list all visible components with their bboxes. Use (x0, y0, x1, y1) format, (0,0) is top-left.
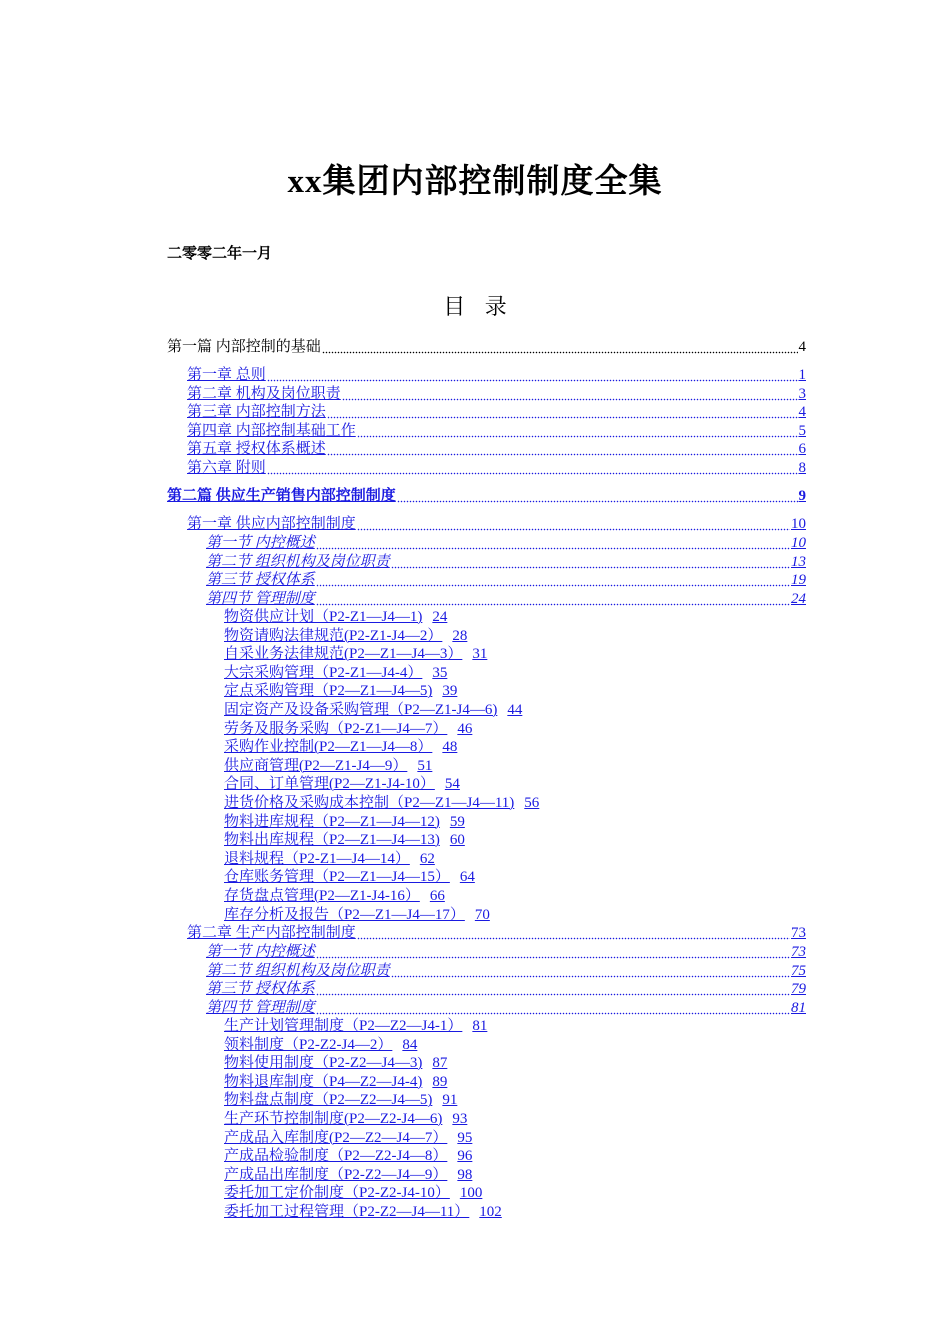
toc-page-number: 13 (791, 553, 806, 570)
toc-entry-label: 生产计划管理制度（P2—Z2—J4-1） (224, 1018, 463, 1034)
toc-item-link[interactable] (224, 794, 539, 813)
toc-entry-label: 存货盘点管理(P2—Z1-J4-16） (224, 888, 420, 904)
toc-item-link[interactable] (224, 1203, 502, 1222)
toc-page-number: 46 (457, 720, 473, 737)
dot-leader (357, 516, 790, 531)
toc-page-number: 51 (417, 757, 433, 774)
toc-page-number: 44 (507, 702, 523, 718)
toc-item-link[interactable] (224, 831, 465, 850)
toc-page-number: 56 (524, 795, 540, 811)
toc-entry-label: 物料进库规程（P2—Z1—J4—12) (224, 813, 440, 830)
toc-item-link[interactable] (224, 775, 460, 794)
toc-page-number: 24 (432, 609, 448, 625)
toc-page-number: 62 (419, 850, 435, 867)
toc-item-link[interactable] (224, 1147, 472, 1166)
toc-entry-label: 第四节 管理制度 (206, 999, 315, 1016)
toc-item-link[interactable] (224, 1017, 487, 1036)
toc-entry-label: 物料出库规程（P2—Z1—J4—13) (224, 832, 440, 849)
toc-page-number: 6 (798, 441, 806, 458)
toc-entry-label: 物资供应计划（P2-Z1—J4—1) (224, 609, 423, 625)
toc-entry-label: 大宗采购管理（P2-Z1—J4-4） (224, 664, 423, 681)
toc-entry-label: 委托加工定价制度（P2-Z2-J4-10） (224, 1185, 450, 1202)
toc-entry-label: 产成品入库制度(P2—Z2—J4—7） (224, 1129, 448, 1146)
toc-entry-label: 第三节 授权体系 (206, 572, 315, 589)
toc-page-number: 60 (449, 832, 465, 849)
toc-chapter-link[interactable] (187, 403, 806, 422)
dot-leader (316, 981, 790, 996)
toc-section-link[interactable] (206, 534, 806, 553)
toc-section-link[interactable] (206, 999, 806, 1018)
toc-section-link[interactable] (206, 962, 806, 981)
toc-entry-label: 第三节 授权体系 (206, 981, 315, 998)
toc-chapter-link[interactable] (187, 422, 806, 441)
toc-item-link[interactable] (224, 627, 467, 646)
toc-item-link[interactable] (224, 720, 472, 739)
dot-leader (391, 554, 790, 569)
toc-item-link[interactable] (224, 1091, 457, 1110)
toc-entry-label: 产成品出库制度（P2-Z2—J4—9） (224, 1166, 448, 1183)
toc-entry-label: 第四节 管理制度 (206, 590, 315, 607)
dot-leader (342, 386, 798, 401)
toc-page-number: 10 (791, 516, 806, 532)
toc-chapter-link[interactable] (187, 459, 806, 478)
toc-item-link[interactable] (224, 1166, 472, 1185)
toc-entry-label: 物料盘点制度（P2—Z2—J4—5) (224, 1092, 433, 1109)
toc-part-1 (167, 338, 806, 357)
toc-entry-label: 第一章 供应内部控制制度 (187, 516, 356, 532)
toc-entry-label: 委托加工过程管理（P2-Z2—J4—11） (224, 1204, 470, 1220)
dot-leader (397, 488, 798, 503)
toc-entry-label: 第五章 授权体系概述 (187, 441, 326, 458)
dot-leader (267, 460, 798, 475)
toc-section-link[interactable] (206, 980, 806, 999)
toc-item-link[interactable] (224, 664, 447, 683)
toc-entry-label: 第二篇 供应生产销售内部控制制度 (167, 488, 396, 504)
toc-entry-label: 物料使用制度（P2-Z2—J4—3) (224, 1055, 423, 1072)
toc-heading: 目 录 (443, 294, 507, 319)
dot-leader (357, 423, 798, 438)
toc-item-link[interactable] (224, 868, 475, 887)
dot-leader (316, 535, 790, 550)
toc-entry-label: 第一篇 内部控制的基础 (167, 339, 321, 355)
toc-entry-label: 第一节 内控概述 (206, 944, 315, 960)
toc-entry-label: 第二节 组织机构及岗位职责 (206, 553, 390, 570)
dot-leader (316, 572, 790, 587)
toc-item-link[interactable] (224, 682, 457, 701)
toc-entry-label: 第二章 机构及岗位职责 (187, 385, 341, 402)
toc-page-number: 54 (444, 776, 460, 793)
toc-page-number: 3 (798, 385, 806, 402)
toc-page-number: 10 (791, 535, 806, 551)
document-date: 二零零二年一月 (167, 246, 273, 262)
toc-entry-label: 进货价格及采购成本控制（P2—Z1—J4—11) (224, 795, 515, 811)
toc-page-number: 96 (457, 1148, 473, 1165)
toc-chapter-link[interactable] (187, 366, 806, 385)
toc-page-number: 70 (474, 906, 490, 923)
toc-item-link[interactable] (224, 906, 490, 925)
toc-item-link[interactable] (224, 813, 465, 832)
toc-page-number: 31 (472, 646, 488, 663)
toc-page-number: 4 (798, 339, 806, 355)
toc-item-link[interactable] (224, 1054, 447, 1073)
toc-page-number: 100 (459, 1185, 483, 1202)
toc-page-number: 87 (432, 1055, 448, 1072)
toc-entry-label: 第二章 生产内部控制制度 (187, 925, 356, 941)
toc-page-number: 66 (429, 888, 445, 904)
toc-page-number: 5 (798, 422, 806, 439)
dot-leader (327, 441, 798, 456)
toc-section-link[interactable] (206, 553, 806, 572)
toc-part-2-link[interactable] (167, 487, 806, 506)
document-title: xx集团内部控制制度全集 (287, 164, 663, 200)
toc-section-link[interactable] (206, 943, 806, 962)
toc-page-number: 59 (449, 813, 465, 830)
toc-item-link[interactable] (224, 757, 432, 776)
toc-page-number: 75 (791, 962, 806, 979)
toc-page-number: 8 (798, 460, 806, 476)
dot-leader (357, 925, 790, 940)
toc-page-number: 19 (791, 572, 806, 589)
toc-item-link[interactable] (224, 1184, 482, 1203)
toc-entry-label: 物资请购法律规范(P2-Z1-J4—2） (224, 627, 443, 644)
toc-page-number: 9 (798, 488, 806, 504)
toc-item-link[interactable] (224, 738, 457, 757)
toc-section-link[interactable] (206, 571, 806, 590)
toc-chapter-link[interactable] (187, 385, 806, 404)
toc-section-link[interactable] (206, 590, 806, 609)
toc-entry-label: 库存分析及报告（P2—Z1—J4—17） (224, 906, 465, 923)
toc-entry-label: 供应商管理(P2—Z1-J4—9） (224, 757, 408, 774)
toc-entry-label: 合同、订单管理(P2—Z1-J4-10） (224, 776, 435, 793)
toc-page-number: 84 (402, 1036, 418, 1053)
toc-entry-label: 退料规程（P2-Z1—J4—14） (224, 850, 410, 867)
toc-entry-label: 物料退库制度（P4—Z2—J4-4) (224, 1073, 423, 1090)
toc-item-link[interactable] (224, 1036, 417, 1055)
toc-item-link[interactable] (224, 850, 435, 869)
toc-entry-label: 第一节 内控概述 (206, 535, 315, 551)
toc-item-link[interactable] (224, 1129, 472, 1148)
toc-page-number: 73 (791, 944, 806, 960)
toc-item-link[interactable] (224, 701, 522, 720)
dot-leader (316, 591, 790, 606)
toc-page-number: 4 (798, 404, 806, 421)
toc-chapter-link[interactable] (187, 924, 806, 943)
dot-leader (322, 339, 798, 354)
toc-entry-label: 第一章 总则 (187, 367, 266, 383)
toc-chapter-link[interactable] (187, 440, 806, 459)
toc-item-link[interactable] (224, 1073, 447, 1092)
toc-page-number: 102 (479, 1204, 502, 1220)
toc-page-number: 39 (442, 683, 458, 700)
toc-entry-label: 定点采购管理（P2—Z1—J4—5) (224, 683, 433, 700)
toc-page-number: 24 (791, 590, 806, 607)
toc-item-link[interactable] (224, 608, 447, 627)
toc-entry-label: 领料制度（P2-Z2-J4—2） (224, 1036, 393, 1053)
toc-page-number: 95 (457, 1129, 473, 1146)
toc-entry-label: 产成品检验制度（P2—Z2-J4—8） (224, 1148, 448, 1165)
toc-entry-label: 仓库账务管理（P2—Z1—J4—15） (224, 869, 450, 886)
dot-leader (391, 963, 790, 978)
toc-entry-label: 第六章 附则 (187, 460, 266, 476)
toc-entry-label: 劳务及服务采购（P2-Z1—J4—7） (224, 720, 448, 737)
toc-page-number: 35 (432, 664, 448, 681)
toc-page-number: 89 (432, 1073, 448, 1090)
toc-chapter-link[interactable] (187, 515, 806, 534)
toc-entry-label: 生产环节控制制度(P2—Z2-J4—6) (224, 1111, 443, 1127)
toc-page-number: 81 (791, 999, 806, 1016)
toc-entry-label: 采购作业控制(P2—Z1—J4—8） (224, 739, 433, 756)
toc-page-number: 98 (457, 1166, 473, 1183)
dot-leader (327, 404, 798, 419)
toc-item-link[interactable] (224, 887, 445, 906)
toc-page-number: 64 (459, 869, 475, 886)
toc-entry-label: 第三章 内部控制方法 (187, 404, 326, 421)
dot-leader (316, 1000, 790, 1015)
toc-page-number: 28 (452, 627, 468, 644)
toc-entry-label: 自采业务法律规范(P2—Z1—J4—3） (224, 646, 463, 663)
toc-page-number: 93 (452, 1111, 468, 1127)
toc-entry-label: 固定资产及设备采购管理（P2—Z1-J4—6) (224, 702, 498, 718)
toc-page-number: 48 (442, 739, 458, 756)
toc-page-number: 81 (472, 1018, 488, 1034)
toc-page-number: 1 (798, 367, 806, 383)
toc-entry-label: 第二节 组织机构及岗位职责 (206, 962, 390, 979)
toc-page-number: 73 (791, 925, 806, 941)
toc-item-link[interactable] (224, 1110, 467, 1129)
toc-page-number: 79 (791, 981, 806, 998)
dot-leader (316, 944, 790, 959)
toc-item-link[interactable] (224, 645, 487, 664)
dot-leader (267, 367, 798, 382)
toc-entry-label: 第四章 内部控制基础工作 (187, 422, 356, 439)
toc-page-number: 91 (442, 1092, 458, 1109)
